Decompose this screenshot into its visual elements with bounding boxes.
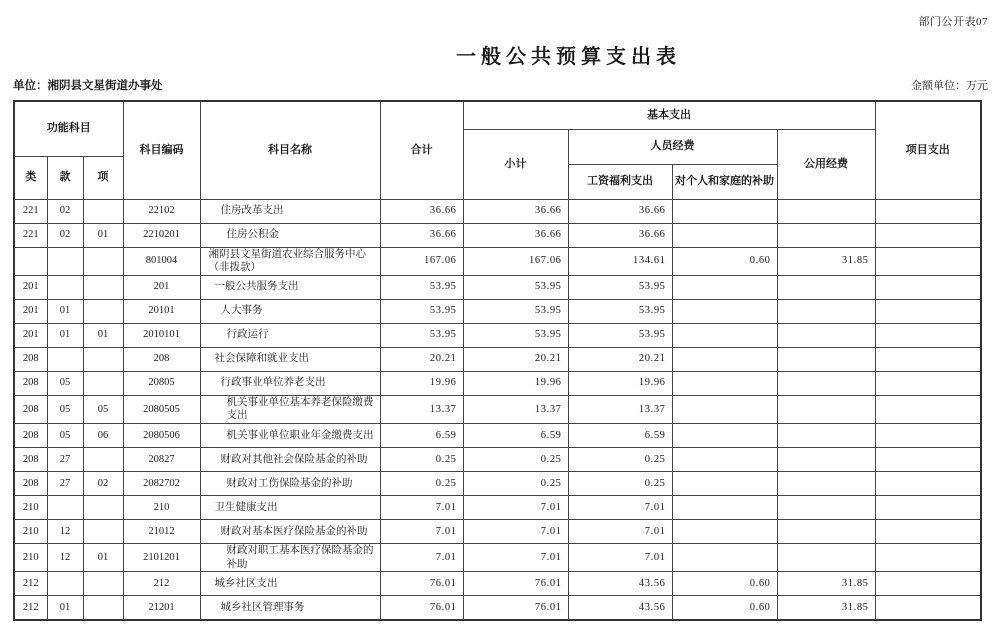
cell-lei: 210: [14, 544, 47, 572]
cell-total: 53.95: [380, 299, 463, 323]
cell-total: 7.01: [380, 544, 463, 572]
cell-lei: 210: [14, 520, 47, 544]
cell-subtotal: 13.37: [463, 395, 568, 423]
cell-project: [875, 572, 981, 596]
cell-xiang: [83, 496, 123, 520]
cell-subtotal: 0.25: [463, 448, 568, 472]
cell-kuan: 02: [47, 199, 83, 223]
cell-subtotal: 167.06: [463, 247, 568, 275]
cell-public: 31.85: [777, 596, 875, 620]
cell-public: [777, 395, 875, 423]
cell-kuan: 12: [47, 544, 83, 572]
cell-lei: 221: [14, 199, 47, 223]
cell-wage: 7.01: [568, 520, 672, 544]
cell-wage: 36.66: [568, 223, 672, 247]
cell-lei: 208: [14, 347, 47, 371]
cell-kuan: 05: [47, 395, 83, 423]
cell-public: 31.85: [777, 572, 875, 596]
subheader: [13, 77, 988, 93]
cell-subsidy: [672, 496, 777, 520]
cell-subtotal: 6.59: [463, 424, 568, 448]
cell-kuan: 12: [47, 520, 83, 544]
cell-code: 210: [123, 496, 200, 520]
cell-wage: 13.37: [568, 395, 672, 423]
budget-table: [13, 100, 982, 621]
cell-project: [875, 347, 981, 371]
cell-kuan: 01: [47, 323, 83, 347]
cell-wage: 43.56: [568, 596, 672, 620]
cell-public: [777, 424, 875, 448]
cell-lei: 212: [14, 596, 47, 620]
cell-lei: 201: [14, 323, 47, 347]
cell-subtotal: 53.95: [463, 299, 568, 323]
cell-total: 76.01: [380, 572, 463, 596]
cell-subsidy: 0.60: [672, 572, 777, 596]
cell-wage: 53.95: [568, 275, 672, 299]
cell-kuan: [47, 572, 83, 596]
cell-total: 13.37: [380, 395, 463, 423]
cell-kuan: 01: [47, 299, 83, 323]
cell-subsidy: [672, 199, 777, 223]
cell-code: 20101: [123, 299, 200, 323]
cell-total: 7.01: [380, 496, 463, 520]
header-total: 合计: [380, 101, 463, 199]
cell-name: 城乡社区管理事务: [200, 596, 380, 620]
cell-kuan: [47, 347, 83, 371]
cell-total: 76.01: [380, 596, 463, 620]
cell-name: 卫生健康支出: [200, 496, 380, 520]
cell-kuan: 05: [47, 424, 83, 448]
header-project-expenditure: 项目支出: [875, 101, 981, 199]
cell-xiang: [83, 371, 123, 395]
header-row-1: [14, 101, 981, 129]
cell-subtotal: 19.96: [463, 371, 568, 395]
cell-code: 22102: [123, 199, 200, 223]
cell-code: 801004: [123, 247, 200, 275]
table-row: [14, 424, 981, 448]
cell-total: 167.06: [380, 247, 463, 275]
header-section: 款: [47, 156, 83, 199]
cell-project: [875, 424, 981, 448]
cell-wage: 0.25: [568, 448, 672, 472]
cell-xiang: [83, 572, 123, 596]
cell-xiang: 05: [83, 395, 123, 423]
table-row: [14, 395, 981, 423]
cell-xiang: [83, 596, 123, 620]
cell-xiang: 01: [83, 544, 123, 572]
table-row: [14, 472, 981, 496]
cell-wage: 7.01: [568, 544, 672, 572]
cell-public: [777, 472, 875, 496]
cell-total: 0.25: [380, 448, 463, 472]
table-row: [14, 347, 981, 371]
cell-subtotal: 53.95: [463, 323, 568, 347]
cell-wage: 0.25: [568, 472, 672, 496]
cell-xiang: [83, 275, 123, 299]
cell-public: [777, 544, 875, 572]
header-subject-name: 科目名称: [200, 101, 380, 199]
cell-wage: 20.21: [568, 347, 672, 371]
cell-name: 机关事业单位职业年金缴费支出: [200, 424, 380, 448]
table-row: [14, 199, 981, 223]
cell-subsidy: [672, 371, 777, 395]
cell-kuan: 02: [47, 223, 83, 247]
cell-lei: 208: [14, 371, 47, 395]
cell-code: 20805: [123, 371, 200, 395]
cell-subtotal: 0.25: [463, 472, 568, 496]
cell-subsidy: [672, 347, 777, 371]
cell-public: [777, 223, 875, 247]
cell-wage: 53.95: [568, 299, 672, 323]
cell-name: 一般公共服务支出: [200, 275, 380, 299]
cell-lei: 208: [14, 472, 47, 496]
cell-lei: 208: [14, 424, 47, 448]
cell-code: 208: [123, 347, 200, 371]
cell-total: 20.21: [380, 347, 463, 371]
cell-code: 2080506: [123, 424, 200, 448]
cell-subsidy: [672, 223, 777, 247]
cell-wage: 36.66: [568, 199, 672, 223]
cell-name: 机关事业单位基本养老保险缴费支出: [200, 395, 380, 423]
cell-xiang: 01: [83, 223, 123, 247]
cell-total: 0.25: [380, 472, 463, 496]
cell-project: [875, 199, 981, 223]
table-header: [14, 101, 981, 199]
header-functional-subject: 功能科目: [14, 101, 123, 156]
cell-public: [777, 275, 875, 299]
cell-code: 212: [123, 572, 200, 596]
table-row: [14, 572, 981, 596]
cell-total: 19.96: [380, 371, 463, 395]
cell-name: 住房改革支出: [200, 199, 380, 223]
cell-project: [875, 395, 981, 423]
cell-project: [875, 275, 981, 299]
cell-subsidy: [672, 448, 777, 472]
cell-wage: 53.95: [568, 323, 672, 347]
cell-name: 财政对基本医疗保险基金的补助: [200, 520, 380, 544]
cell-total: 36.66: [380, 199, 463, 223]
cell-lei: 201: [14, 275, 47, 299]
cell-name: 财政对工伤保险基金的补助: [200, 472, 380, 496]
cell-wage: 134.61: [568, 247, 672, 275]
cell-wage: 7.01: [568, 496, 672, 520]
cell-name: 人大事务: [200, 299, 380, 323]
cell-subtotal: 7.01: [463, 496, 568, 520]
cell-subsidy: 0.60: [672, 247, 777, 275]
cell-total: 36.66: [380, 223, 463, 247]
cell-subsidy: [672, 544, 777, 572]
cell-subsidy: [672, 472, 777, 496]
cell-wage: 43.56: [568, 572, 672, 596]
cell-subtotal: 36.66: [463, 223, 568, 247]
cell-subtotal: 76.01: [463, 596, 568, 620]
cell-subsidy: [672, 395, 777, 423]
table-row: [14, 299, 981, 323]
unit-label: 单位：湘阴县文星街道办事处: [13, 80, 163, 92]
cell-public: [777, 448, 875, 472]
cell-kuan: [47, 275, 83, 299]
cell-project: [875, 371, 981, 395]
header-individual-family-subsidy: 对个人和家庭的补助: [672, 164, 777, 199]
cell-name: 财政对职工基本医疗保险基金的补助: [200, 544, 380, 572]
cell-subtotal: 36.66: [463, 199, 568, 223]
cell-code: 21012: [123, 520, 200, 544]
cell-xiang: 06: [83, 424, 123, 448]
cell-lei: 208: [14, 395, 47, 423]
cell-lei: 212: [14, 572, 47, 596]
header-basic-expenditure: 基本支出: [463, 101, 875, 129]
cell-total: 6.59: [380, 424, 463, 448]
table-row: [14, 223, 981, 247]
cell-xiang: [83, 347, 123, 371]
cell-public: [777, 371, 875, 395]
cell-project: [875, 472, 981, 496]
cell-name: 行政事业单位养老支出: [200, 371, 380, 395]
cell-kuan: 01: [47, 596, 83, 620]
table-body: [14, 199, 981, 620]
header-item: 项: [83, 156, 123, 199]
cell-total: 7.01: [380, 520, 463, 544]
cell-code: 21201: [123, 596, 200, 620]
table-row: [14, 520, 981, 544]
cell-subsidy: 0.60: [672, 596, 777, 620]
cell-subtotal: 7.01: [463, 544, 568, 572]
header-personnel-funds: 人员经费: [568, 129, 777, 164]
cell-name: 湘阴县文星街道农业综合服务中心（非拨款）: [200, 247, 380, 275]
cell-wage: 19.96: [568, 371, 672, 395]
cell-xiang: 01: [83, 323, 123, 347]
cell-project: [875, 299, 981, 323]
cell-subsidy: [672, 424, 777, 448]
cell-subsidy: [672, 520, 777, 544]
cell-public: [777, 520, 875, 544]
cell-lei: [14, 247, 47, 275]
cell-lei: 208: [14, 448, 47, 472]
page-title: 一般公共预算支出表: [456, 46, 681, 68]
table-row: [14, 247, 981, 275]
cell-kuan: 27: [47, 472, 83, 496]
cell-code: 2210201: [123, 223, 200, 247]
cell-project: [875, 247, 981, 275]
cell-kuan: [47, 247, 83, 275]
header-wage-welfare: 工资福利支出: [568, 164, 672, 199]
table-row: [14, 371, 981, 395]
cell-code: 20827: [123, 448, 200, 472]
cell-project: [875, 496, 981, 520]
cell-lei: 201: [14, 299, 47, 323]
cell-public: [777, 347, 875, 371]
cell-name: 行政运行: [200, 323, 380, 347]
table-row: [14, 448, 981, 472]
cell-xiang: [83, 520, 123, 544]
cell-public: [777, 323, 875, 347]
cell-xiang: 02: [83, 472, 123, 496]
cell-kuan: 05: [47, 371, 83, 395]
table-row: [14, 275, 981, 299]
cell-name: 住房公积金: [200, 223, 380, 247]
cell-subtotal: 7.01: [463, 520, 568, 544]
cell-subsidy: [672, 275, 777, 299]
cell-total: 53.95: [380, 323, 463, 347]
cell-name: 城乡社区支出: [200, 572, 380, 596]
cell-project: [875, 544, 981, 572]
cell-total: 53.95: [380, 275, 463, 299]
cell-public: [777, 199, 875, 223]
cell-project: [875, 223, 981, 247]
table-row: [14, 496, 981, 520]
cell-code: 201: [123, 275, 200, 299]
header-subtotal: 小计: [463, 129, 568, 199]
header-subject-code: 科目编码: [123, 101, 200, 199]
cell-name: 社会保障和就业支出: [200, 347, 380, 371]
cell-xiang: [83, 247, 123, 275]
cell-code: 2082702: [123, 472, 200, 496]
cell-subtotal: 53.95: [463, 275, 568, 299]
cell-project: [875, 448, 981, 472]
form-number-label: 部门公开表07: [918, 16, 988, 28]
cell-xiang: [83, 448, 123, 472]
cell-code: 2101201: [123, 544, 200, 572]
cell-xiang: [83, 199, 123, 223]
cell-code: 2010101: [123, 323, 200, 347]
cell-public: [777, 299, 875, 323]
header-category: 类: [14, 156, 47, 199]
cell-project: [875, 323, 981, 347]
table-row: [14, 596, 981, 620]
cell-kuan: [47, 496, 83, 520]
cell-name: 财政对其他社会保险基金的补助: [200, 448, 380, 472]
cell-subtotal: 20.21: [463, 347, 568, 371]
cell-public: [777, 496, 875, 520]
amount-unit-label: 金额单位：万元: [911, 80, 988, 92]
cell-subtotal: 76.01: [463, 572, 568, 596]
table-row: [14, 544, 981, 572]
cell-lei: 210: [14, 496, 47, 520]
table-row: [14, 323, 981, 347]
cell-project: [875, 596, 981, 620]
cell-code: 2080505: [123, 395, 200, 423]
cell-xiang: [83, 299, 123, 323]
cell-subsidy: [672, 323, 777, 347]
cell-project: [875, 520, 981, 544]
cell-lei: 221: [14, 223, 47, 247]
cell-kuan: 27: [47, 448, 83, 472]
header-public-funds: 公用经费: [777, 129, 875, 199]
cell-subsidy: [672, 299, 777, 323]
cell-wage: 6.59: [568, 424, 672, 448]
cell-public: 31.85: [777, 247, 875, 275]
